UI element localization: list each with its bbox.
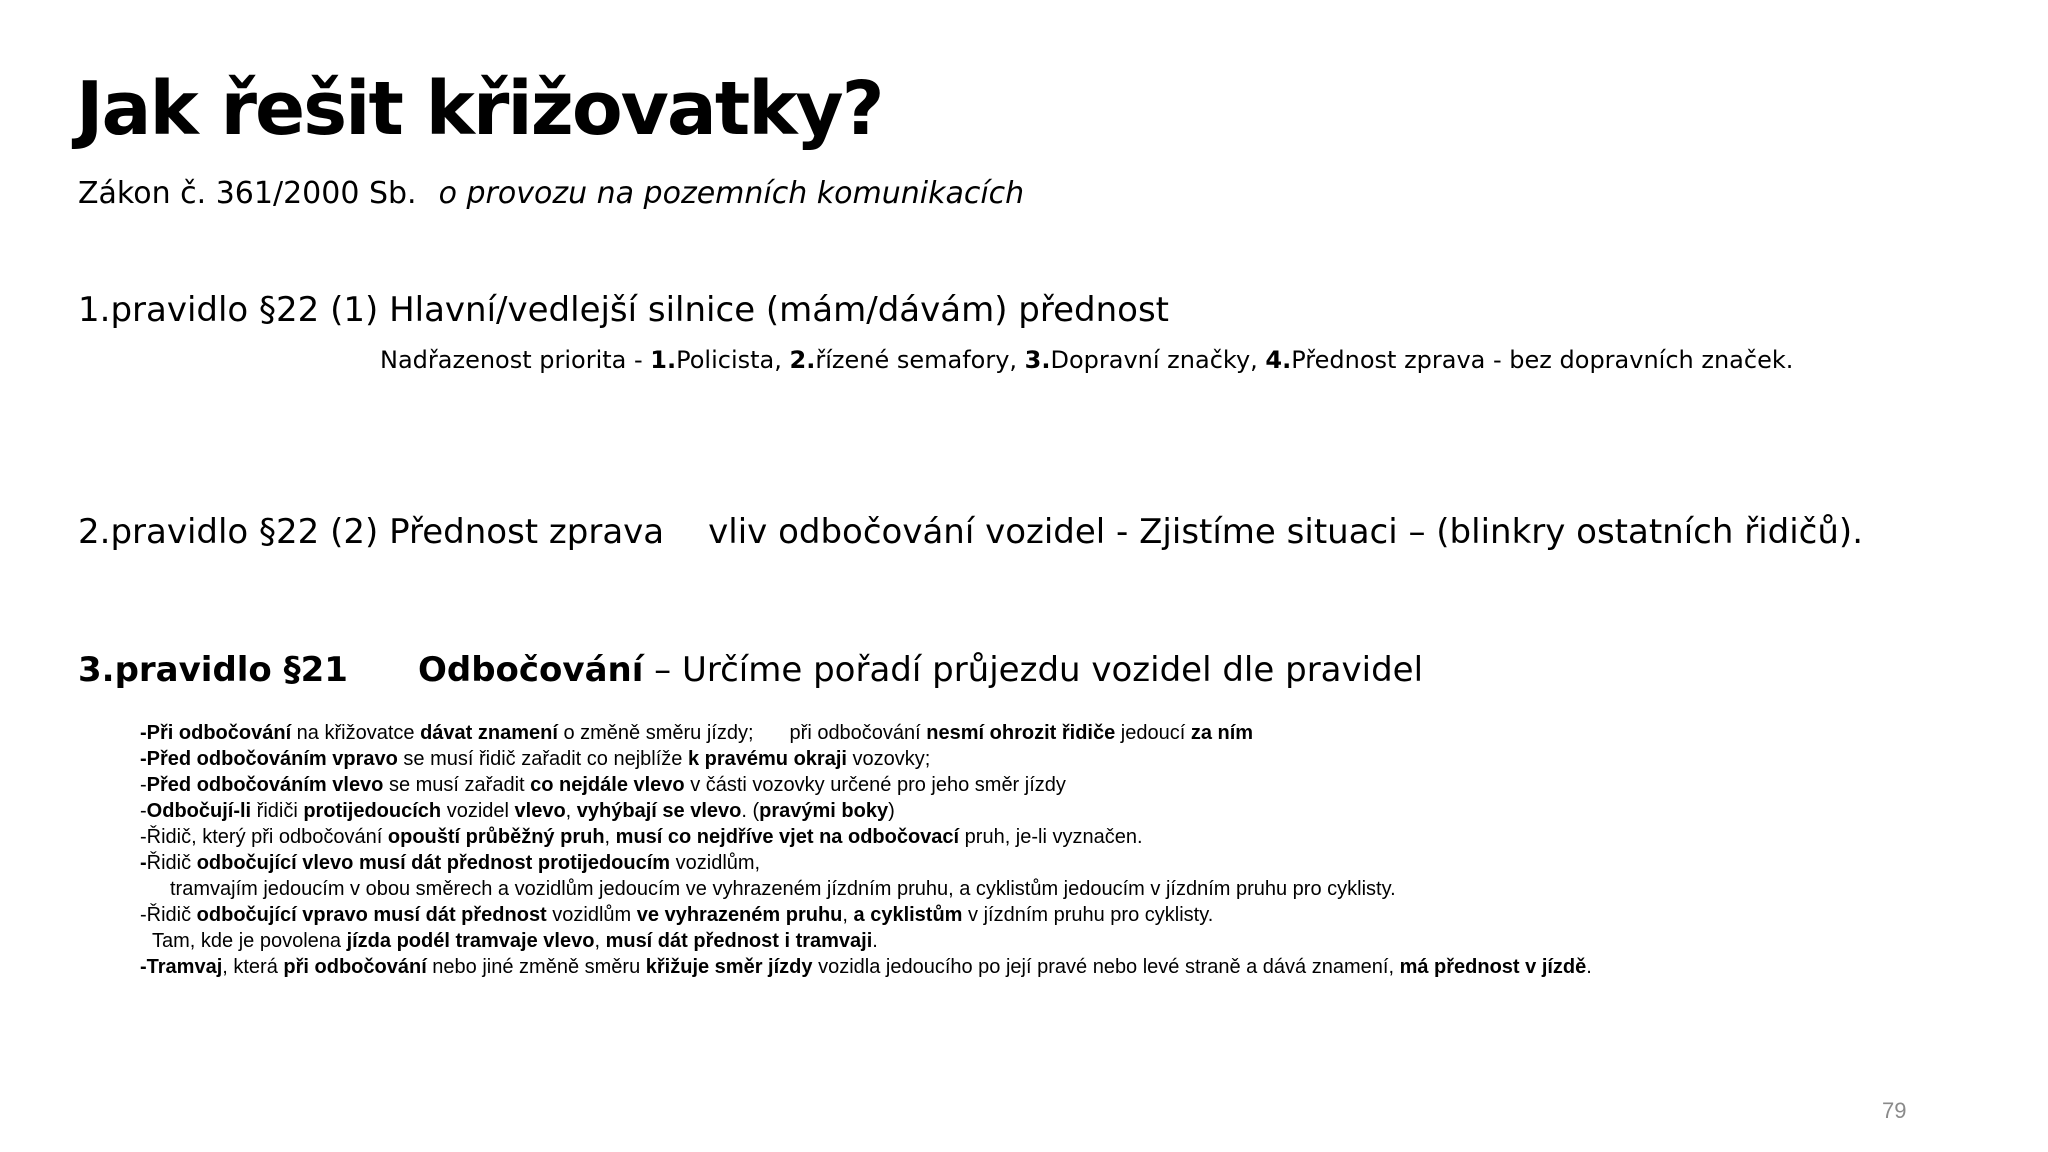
- rule-2-title: 2.pravidlo §22 (2) Přednost zprava: [78, 512, 665, 552]
- law-name: o provozu na pozemních komunikacích: [438, 176, 1025, 211]
- priority-number-4: 4.: [1265, 346, 1292, 374]
- list-item: Tam, kde je povolena jízda podél tramvaje vlevo, musí dát přednost i tramvaji.: [152, 930, 878, 952]
- rule-3-description: – Určíme pořadí průjezdu vozidel dle pravidel: [643, 650, 1424, 690]
- rule-2-description: vliv odbočování vozidel - Zjistíme situaci – (blinkry ostatních řidičů).: [708, 512, 1863, 552]
- list-item: -Odbočují-li řidiči protijedoucích vozidel vlevo, vyhýbají se vlevo. (pravými boky): [140, 800, 895, 822]
- priority-order: [380, 346, 1793, 374]
- priority-prefix: Nadřazenost priorita -: [380, 346, 651, 374]
- rule-2-heading: [78, 512, 1863, 553]
- list-item: -Při odbočování na křižovatce dávat znamení o změně směru jízdy; při odbočování nesmí ohrozit řidiče jedoucí za ním: [140, 722, 1254, 744]
- rule-3-heading: [78, 650, 1423, 691]
- priority-item-3: Dopravní značky,: [1050, 346, 1266, 374]
- page-number: 79: [1882, 1098, 1907, 1123]
- subtitle: [78, 176, 1024, 211]
- list-item: -Řidič odbočující vlevo musí dát přednost protijedoucím vozidlům,: [140, 852, 761, 874]
- priority-item-1: Policista,: [676, 346, 790, 374]
- list-item: tramvajím jedoucím v obou směrech a vozidlům jedoucím ve vyhrazeném jízdním pruhu, a cyklistům jedoucím v jízdním pruhu pro cyklisty.: [170, 878, 1396, 900]
- priority-number-3: 3.: [1024, 346, 1051, 374]
- list-item: -Řidič, který při odbočování opouští průběžný pruh, musí co nejdříve vjet na odbočovací pruh, je-li vyznačen.: [140, 826, 1143, 848]
- list-item: -Řidič odbočující vpravo musí dát přednost vozidlům ve vyhrazeném pruhu, a cyklistům v jízdním pruhu pro cyklisty.: [140, 904, 1214, 926]
- rule-3-topic: Odbočování: [417, 650, 644, 690]
- list-item: -Před odbočováním vlevo se musí zařadit co nejdále vlevo v části vozovky určené pro jeho směr jízdy: [140, 774, 1066, 796]
- rule-1-heading: 1.pravidlo §22 (1) Hlavní/vedlejší silnice (mám/dávám) přednost: [78, 290, 1169, 330]
- slide-title: Jak řešit křižovatky?: [76, 66, 883, 152]
- priority-item-4: Přednost zprava - bez dopravních značek.: [1291, 346, 1794, 374]
- priority-item-2: řízené semafory,: [815, 346, 1025, 374]
- list-item: -Tramvaj, která při odbočování nebo jiné změně směru křižuje směr jízdy vozidla jedoucího po její pravé nebo levé straně a dává znamení, má přednost v jízdě.: [140, 956, 1592, 978]
- list-item: -Před odbočováním vpravo se musí řidič zařadit co nejblíže k pravému okraji vozovky;: [140, 748, 931, 770]
- priority-number-1: 1.: [650, 346, 677, 374]
- turning-rules-list: [140, 720, 1592, 980]
- priority-number-2: 2.: [789, 346, 816, 374]
- rule-3-title: 3.pravidlo §21: [78, 650, 348, 690]
- law-reference: Zákon č. 361/2000 Sb.: [78, 176, 417, 211]
